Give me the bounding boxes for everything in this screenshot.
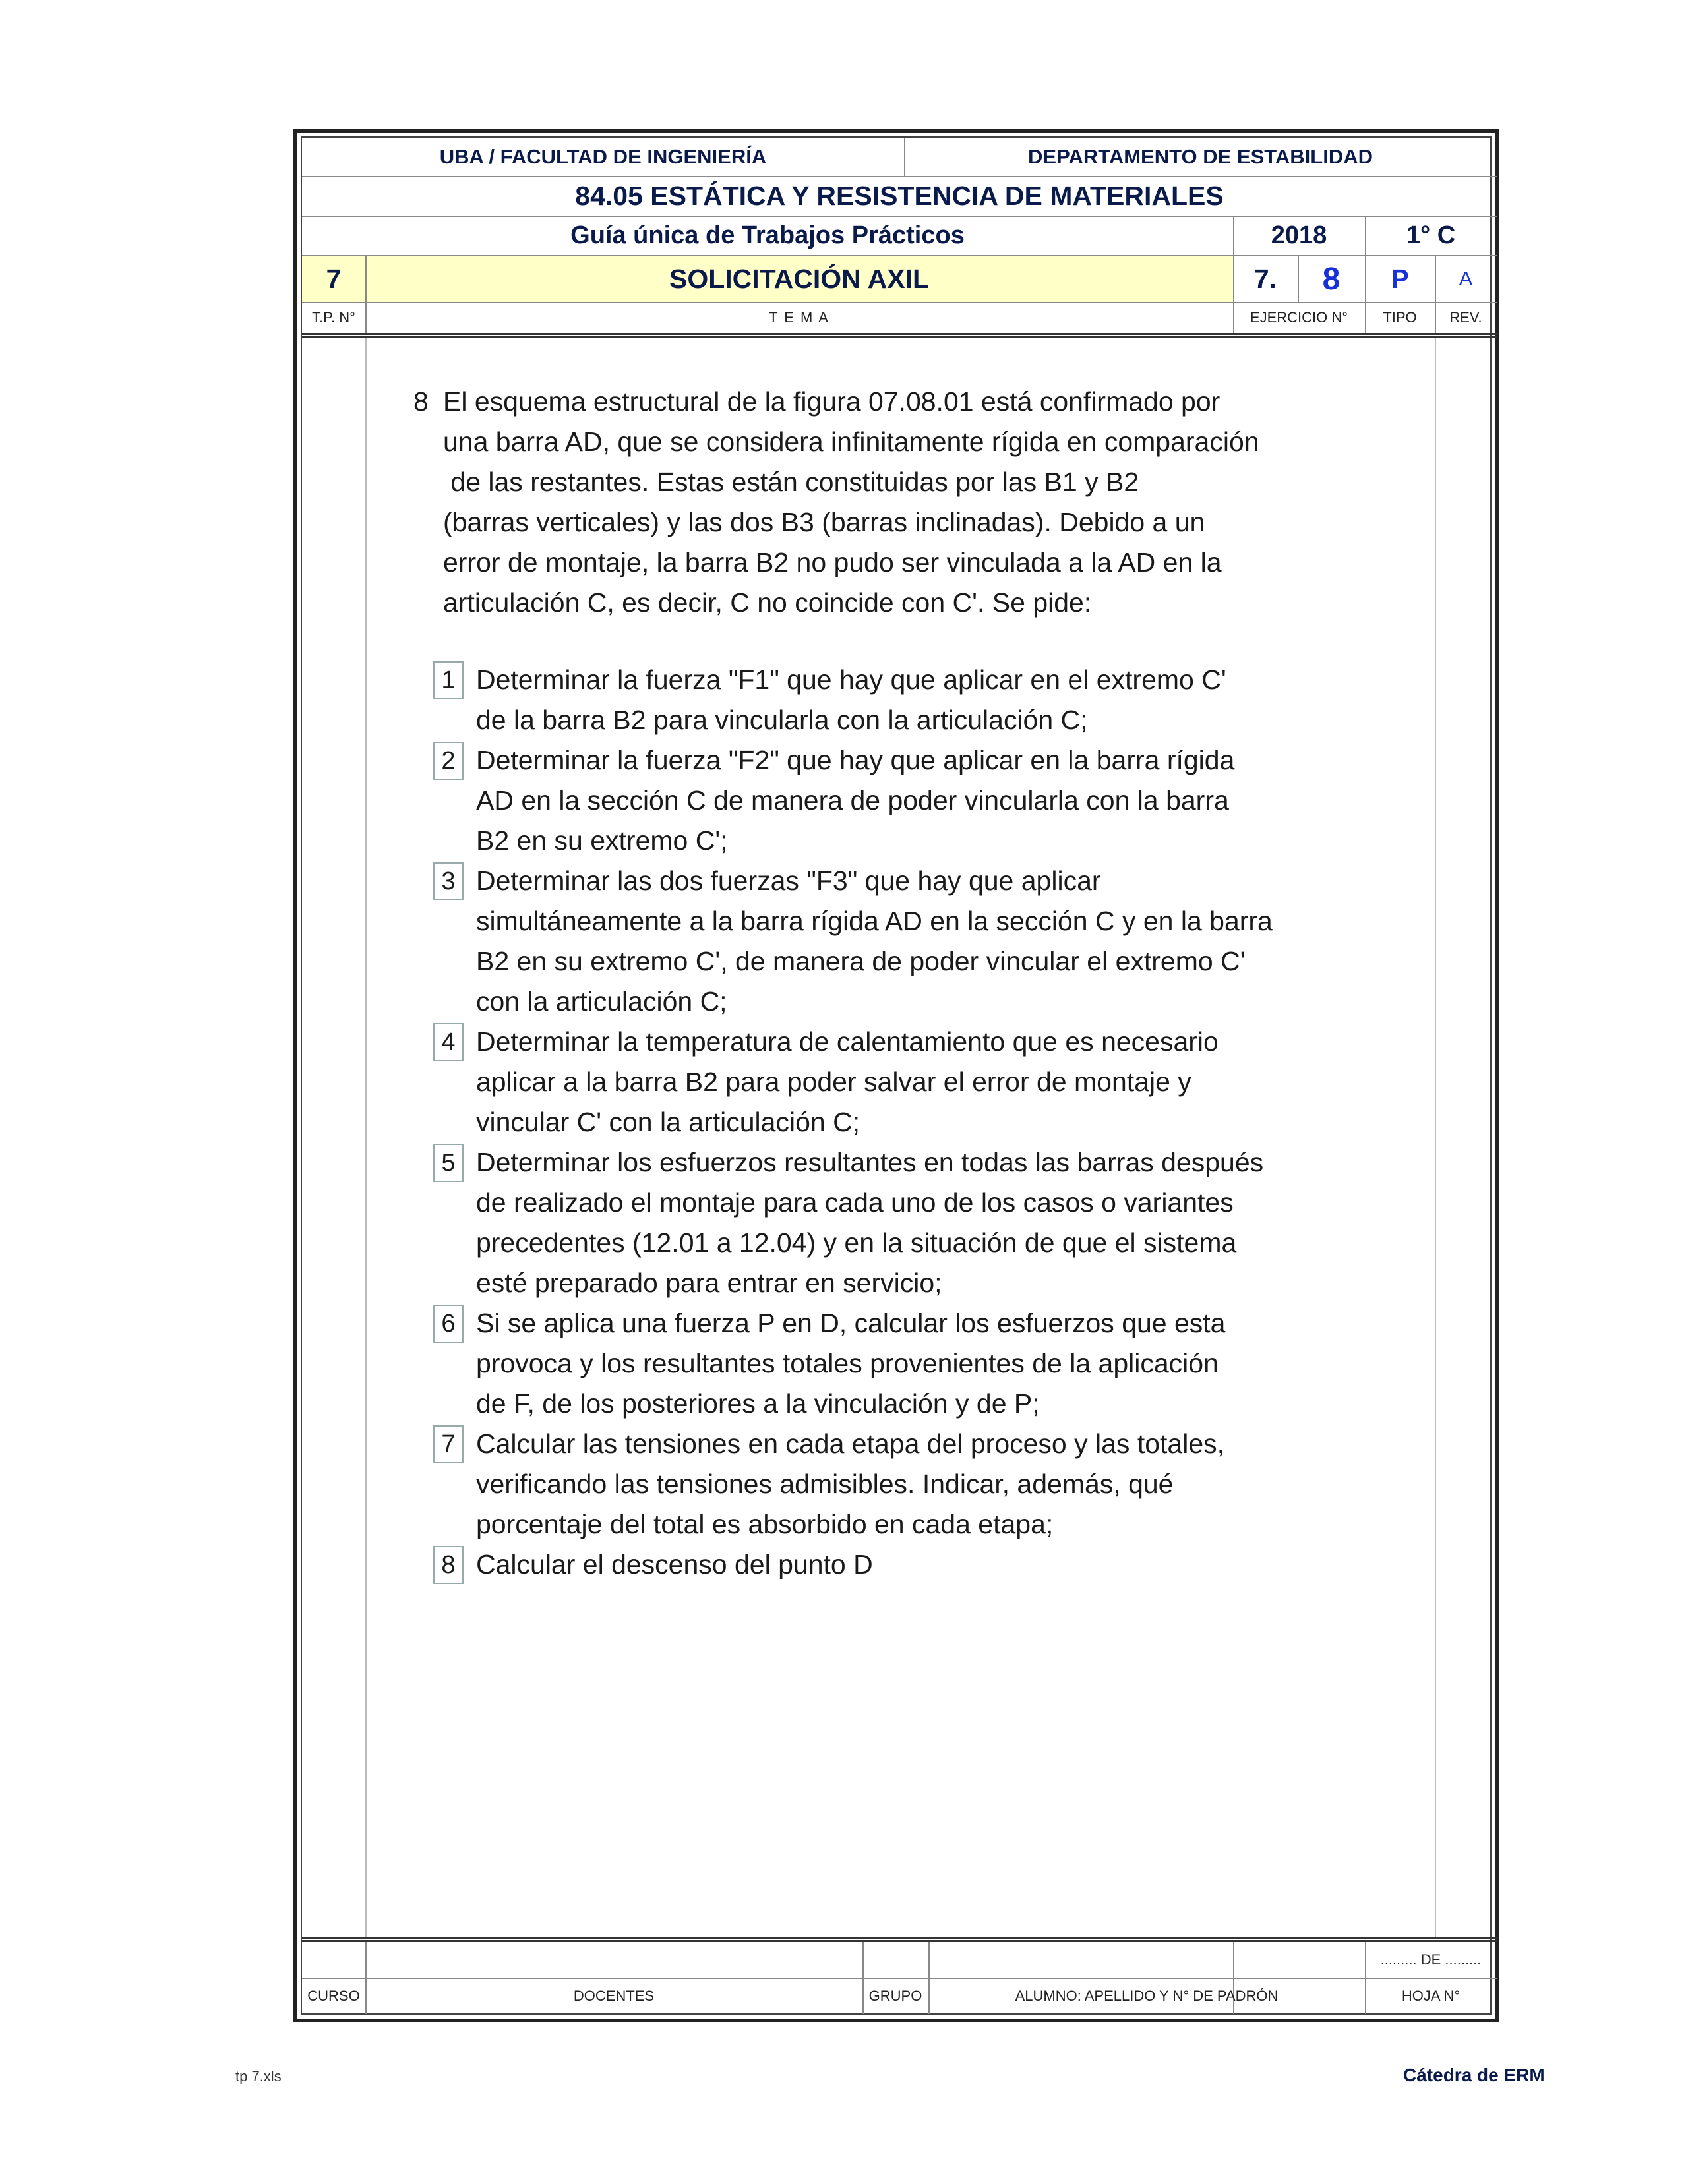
alumno-label: ALUMNO: APELLIDO Y N° DE PADRÓN [1015, 1987, 1279, 2004]
item-line: Calcular el descenso del punto D [476, 1549, 873, 1579]
item-line: vincular C' con la articulación C; [476, 1107, 860, 1137]
course-title: 84.05 ESTÁTICA Y RESISTENCIA DE MATERIALES [575, 180, 1224, 211]
document-frame [293, 129, 1499, 2022]
item-line: de realizado el montaje para cada uno de los casos o variantes [476, 1187, 1234, 1218]
item-number: 4 [433, 1023, 464, 1061]
exercise-prefix: 7. [1253, 263, 1277, 294]
grupo-label: GRUPO [868, 1987, 922, 2004]
item-line: B2 en su extremo C', de manera de poder vincular el extremo C' [476, 946, 1246, 976]
document-inner [301, 136, 1492, 2015]
statement-line: articulación C, es decir, C no coincide con C'. Se pide: [443, 587, 1092, 618]
item-line: de F, de los posteriores a la vinculación y de P; [476, 1388, 1040, 1419]
item-line: Calcular las tensiones en cada etapa del proceso y las totales, [476, 1429, 1225, 1459]
department-label: DEPARTAMENTO DE ESTABILIDAD [1028, 145, 1373, 168]
item-line: de la barra B2 para vincularla con la articulación C; [476, 705, 1088, 735]
statement-line: error de montaje, la barra B2 no pudo ser vinculada a la AD en la [443, 547, 1222, 577]
item-number: 2 [433, 742, 464, 780]
item-number: 7 [433, 1425, 464, 1463]
item-line: verificando las tensiones admisibles. Indicar, además, qué [476, 1469, 1174, 1499]
item-line: Determinar las dos fuerzas "F3" que hay que aplicar [476, 866, 1101, 896]
item-line: simultáneamente a la barra rígida AD en la sección C y en la barra [476, 906, 1273, 936]
statement-line: una barra AD, que se considera infinitamente rígida en comparación [443, 427, 1259, 457]
term-label: 1° C [1406, 221, 1456, 249]
item-line: Determinar la fuerza "F1" que hay que aplicar en el extremo C' [476, 664, 1226, 695]
item-number: 8 [433, 1546, 464, 1584]
item-line: esté preparado para entrar en servicio; [476, 1268, 942, 1298]
item-line: Determinar la fuerza "F2" que hay que aplicar en la barra rígida [476, 745, 1235, 775]
item-number: 3 [433, 862, 464, 900]
revision: A [1459, 267, 1473, 290]
hoja-label: HOJA N° [1401, 1987, 1461, 2004]
item-line: precedentes (12.01 a 12.04) y en la situación de que el sistema [476, 1227, 1237, 1258]
item-line: AD en la sección C de manera de poder vincularla con la barra [476, 785, 1229, 815]
page-of-field: ......... DE ......... [1380, 1951, 1482, 1968]
item-line: porcentaje del total es absorbido en cada etapa; [476, 1509, 1054, 1539]
curso-label: CURSO [307, 1987, 360, 2004]
chair-name: Cátedra de ERM [1403, 2065, 1545, 2085]
tp-label: T.P. N° [312, 309, 355, 326]
tp-number: 7 [326, 263, 342, 294]
exercise-number: 8 [1322, 261, 1341, 297]
year-label: 2018 [1271, 221, 1327, 249]
item-line: provoca y los resultantes totales provenientes de la aplicación [476, 1348, 1219, 1378]
topic-label: T E M A [769, 309, 829, 326]
exercise-type: P [1391, 263, 1409, 294]
file-name: tp 7.xls [235, 2068, 282, 2084]
institution-label: UBA / FACULTAD DE INGENIERÍA [439, 145, 767, 168]
revision-label: REV. [1449, 309, 1482, 326]
exercise-label: EJERCICIO N° [1250, 309, 1348, 326]
statement-number: 8 [413, 386, 429, 417]
item-line: con la articulación C; [476, 986, 727, 1017]
guide-title: Guía única de Trabajos Prácticos [570, 221, 965, 249]
statement-line: El esquema estructural de la figura 07.08.01 está confirmado por [443, 386, 1221, 417]
item-line: Determinar los esfuerzos resultantes en todas las barras después [476, 1147, 1264, 1177]
type-label: TIPO [1383, 309, 1417, 326]
statement-line: (barras verticales) y las dos B3 (barras inclinadas). Debido a un [443, 507, 1205, 537]
item-number: 1 [433, 661, 464, 699]
docentes-label: DOCENTES [573, 1987, 655, 2004]
item-line: aplicar a la barra B2 para poder salvar el error de montaje y [476, 1067, 1191, 1097]
item-line: Si se aplica una fuerza P en D, calcular los esfuerzos que esta [476, 1308, 1226, 1338]
topic-title: SOLICITACIÓN AXIL [669, 263, 930, 294]
header-separator [302, 333, 1497, 338]
statement-line: de las restantes. Estas están constituidas por las B1 y B2 [443, 467, 1139, 497]
item-line: B2 en su extremo C'; [476, 825, 728, 856]
item-number: 5 [433, 1144, 464, 1182]
footer-separator [302, 1937, 1497, 1942]
item-number: 6 [433, 1305, 464, 1343]
item-line: Determinar la temperatura de calentamiento que es necesario [476, 1026, 1219, 1057]
